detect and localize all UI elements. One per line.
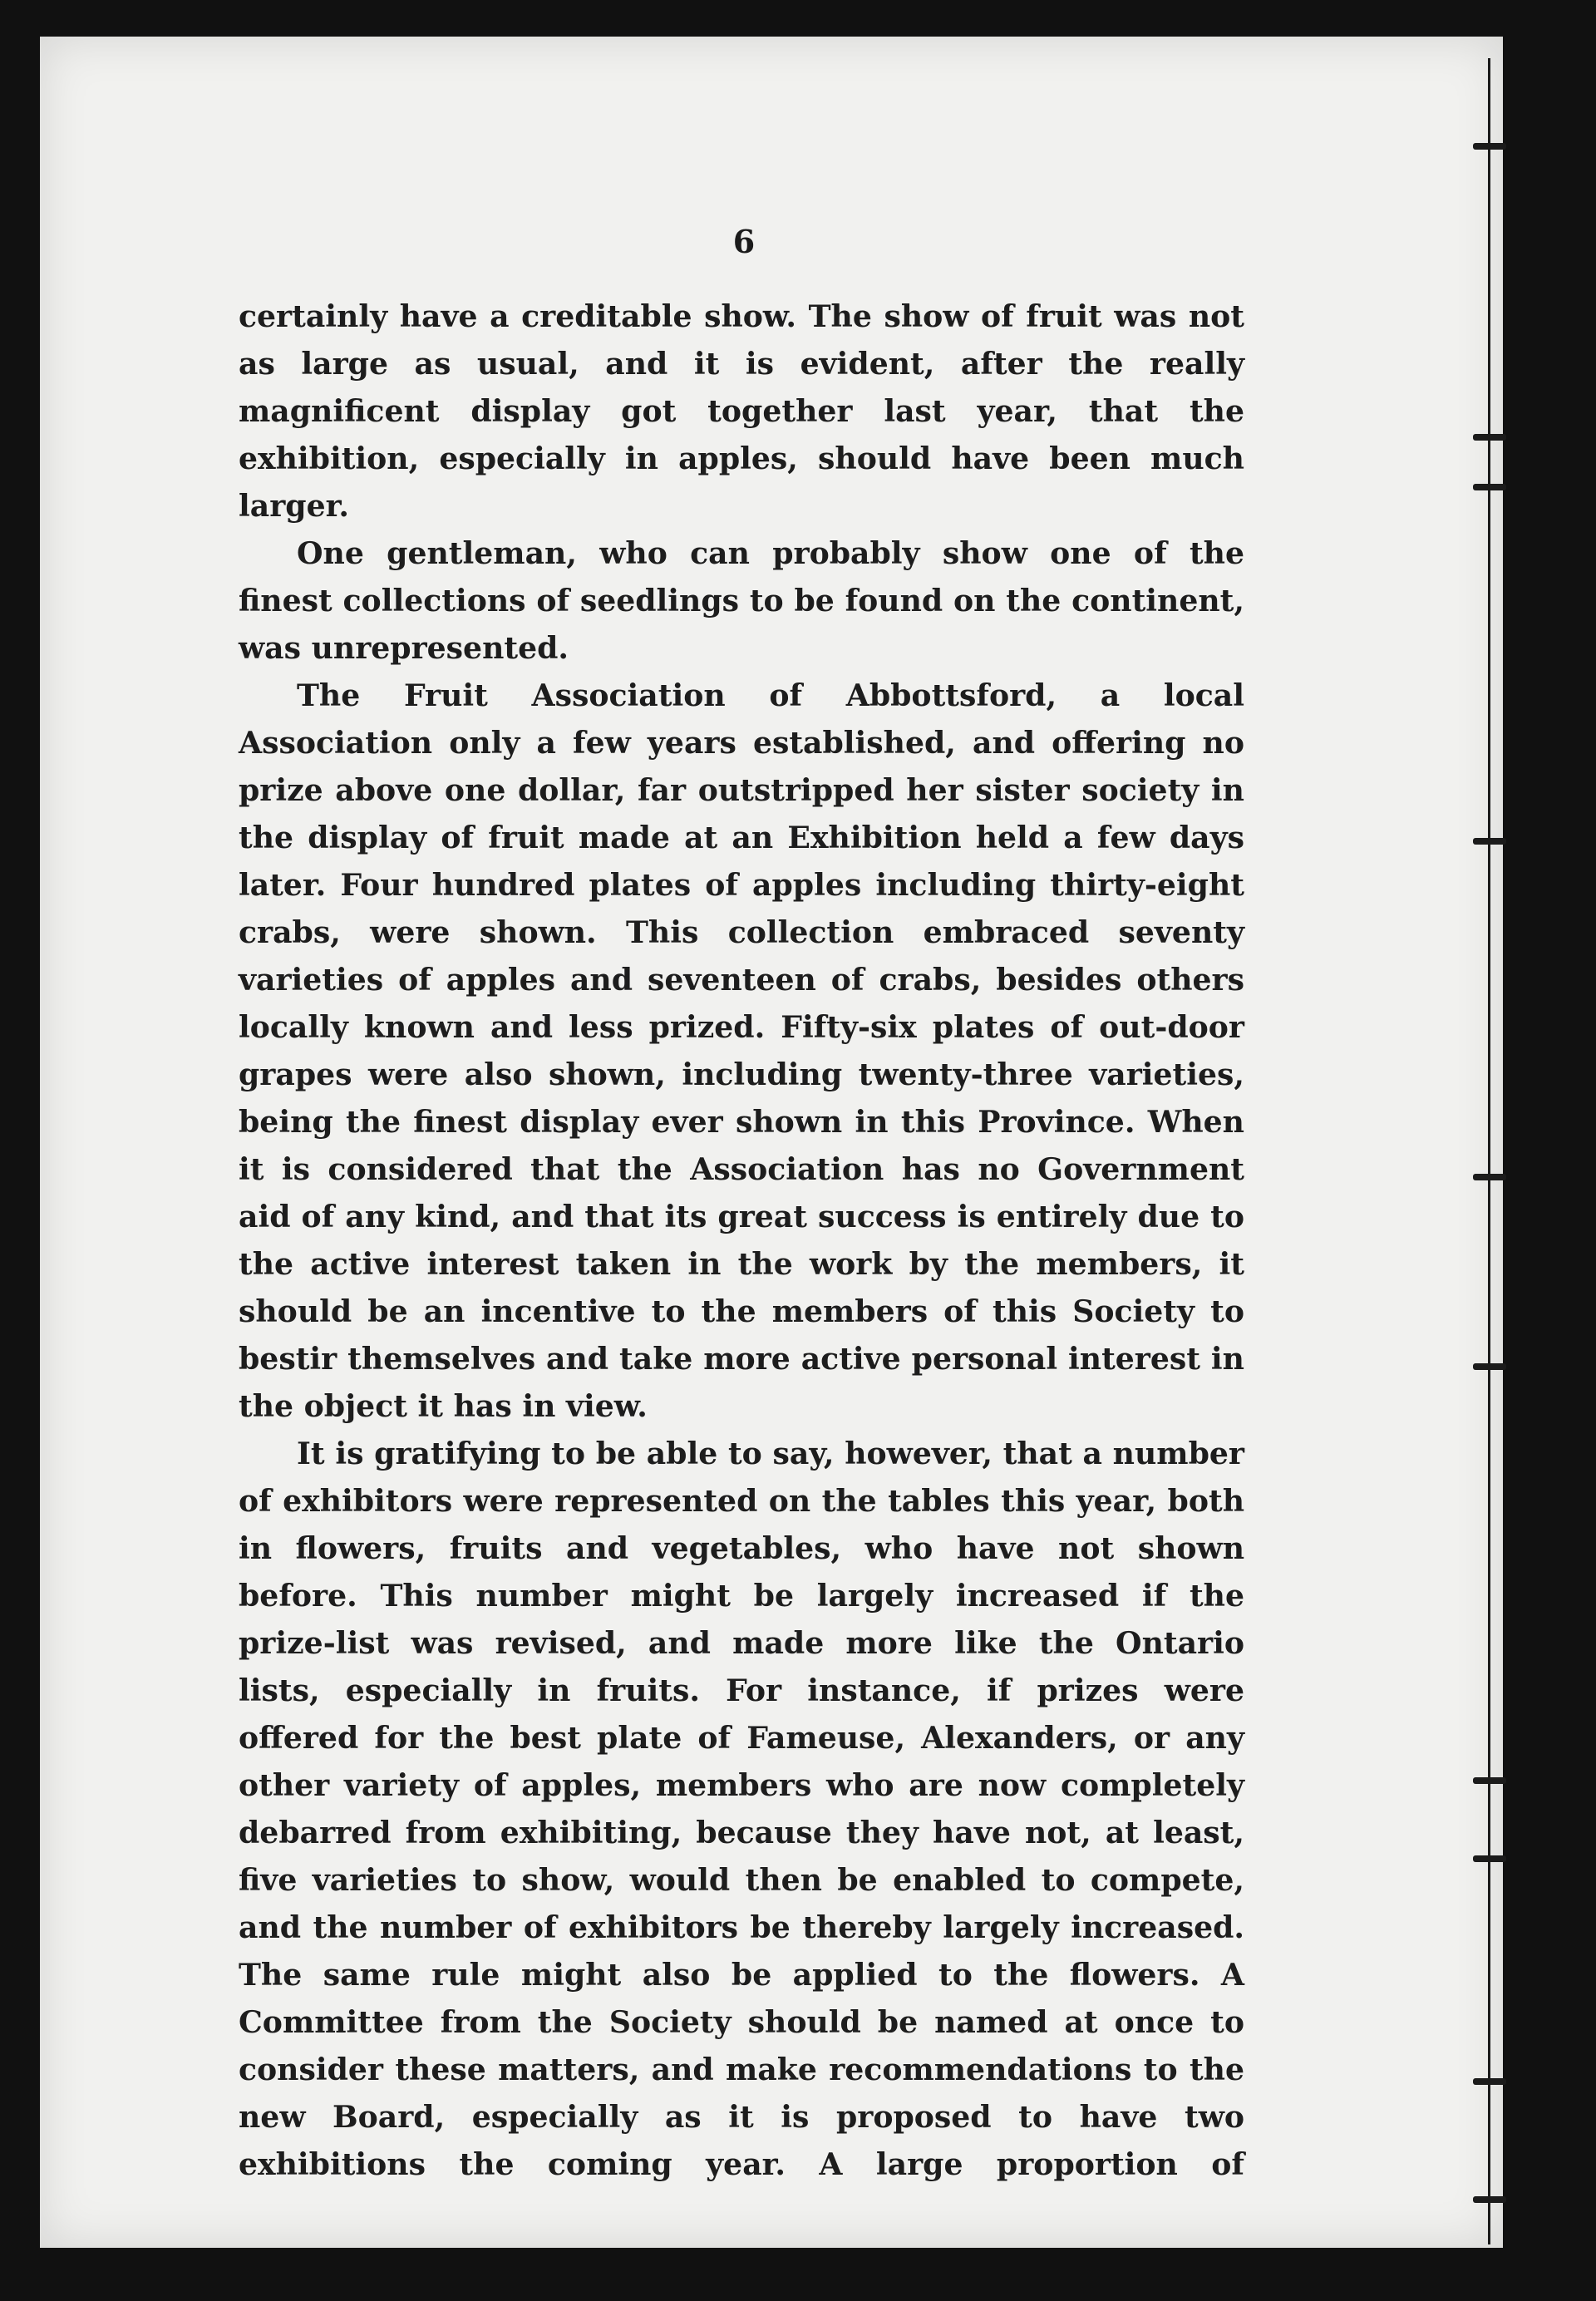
binding-stitch (1473, 838, 1506, 845)
binding-stitch (1473, 434, 1506, 441)
binding-stitch (1473, 2078, 1506, 2085)
binding-stitch (1473, 1777, 1506, 1784)
paragraph: One gentleman, who can probably show one of the finest collections of seedlings to be found on the continent, was unrepresented. (239, 535, 1244, 666)
paragraph: certainly have a creditable show. The show of fruit was not as large as usual, and it is evident, after the really magnificent display got together last year, that the exhibition, especially in apples, should have been much larger. (239, 298, 1244, 524)
body-text (239, 293, 1244, 2188)
paragraph: The Fruit Association of Abbottsford, a local Association only a few years established, and offering no prize above one dollar, far outstripped her sister society in the display of fruit made at an Exhibition held a few days later. Four hundred plates of apples including thirty-eight crabs, were shown. This collection embraced seventy varieties of apples and seventeen of crabs, besides others locally known and less prized. Fifty-six plates of out-door grapes were also shown, including twenty-three varieties, being the finest display ever shown in this Province. When it is considered that the Association has no Government aid of any kind, and that its great success is entirely due to the active interest taken in the work by the members, it should be an incentive to the members of this Society to bestir themselves and take more active personal interest in the object it has in view. (239, 677, 1244, 1424)
binding-stitch (1473, 1363, 1506, 1370)
binding-stitch (1473, 484, 1506, 490)
binding-stitch (1473, 1174, 1506, 1180)
binding-edge (1488, 58, 1490, 2244)
paragraph: It is gratifying to be able to say, however, that a number of exhibitors were represented on the tables this year, both in flowers, fruits and vegetables, who have not shown before. This number might be largely increased if the prize-list was revised, and made more like the Ontario lists, especially in fruits. For instance, if prizes were offered for the best plate of Fameuse, Alexanders, or any other variety of apples, members who are now completely debarred from exhibiting, because they have not, at least, five varieties to show, would then be enabled to compete, and the number of exhibitors be thereby largely increased. The same rule might also be applied to the flowers. A Committee from the Society should be named at once to consider these matters, and make recommendations to the new Board, especially as it is proposed to have two exhibitions the coming year. A large proportion of (239, 1436, 1244, 2182)
page-number: 6 (732, 223, 756, 260)
binding-stitch (1473, 2196, 1506, 2203)
binding-stitch (1473, 1855, 1506, 1862)
binding-stitch (1473, 143, 1506, 150)
